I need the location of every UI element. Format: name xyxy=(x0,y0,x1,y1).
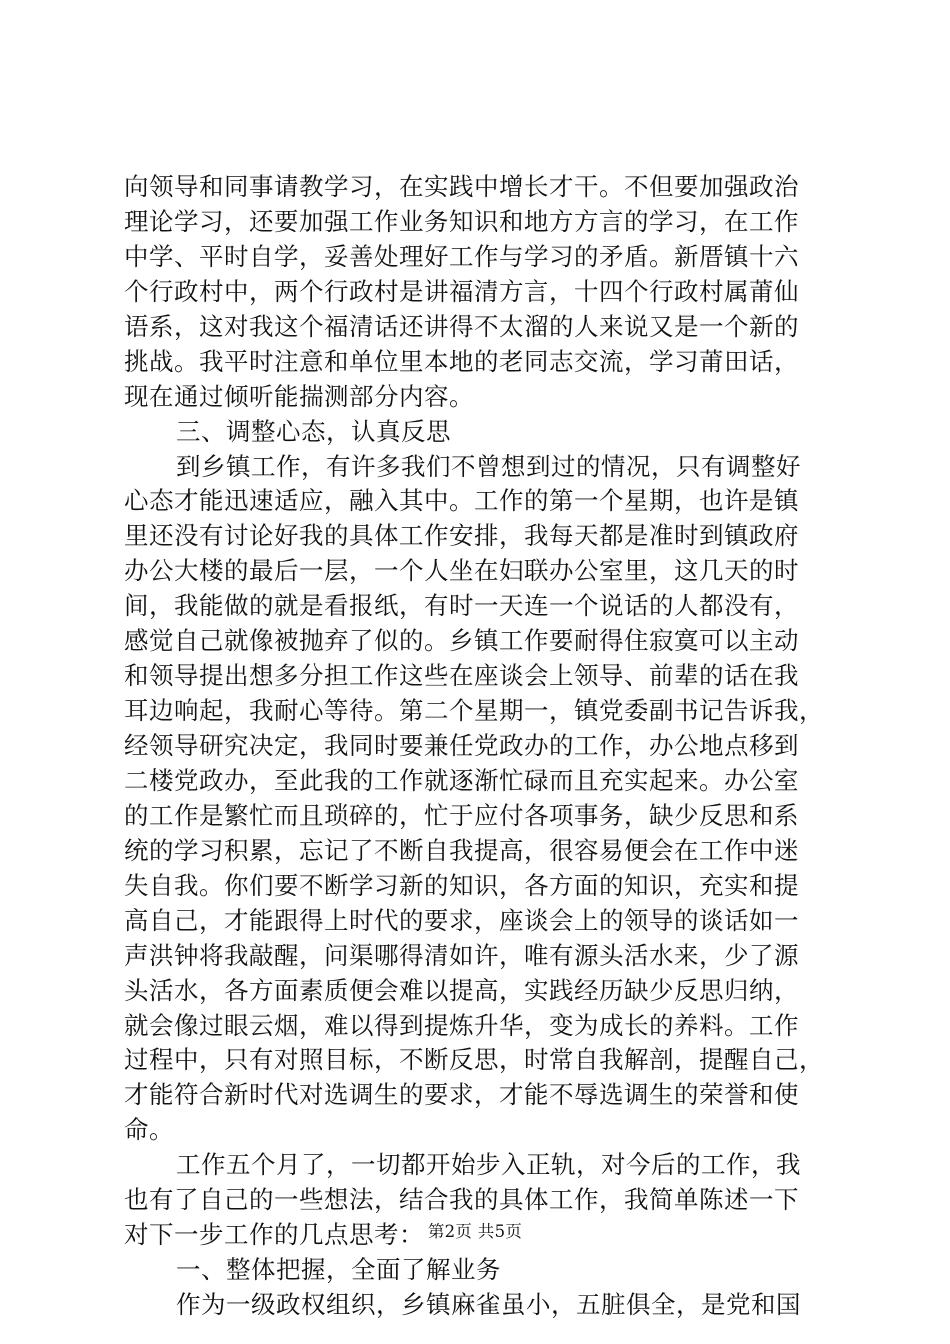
text-line: 就会像过眼云烟，难以得到提炼升华，变为成长的养料。工作 xyxy=(124,1010,799,1040)
section-heading: 一、整体把握，全面了解业务 xyxy=(176,1255,501,1285)
text-line: 个行政村中，两个行政村是讲福清方言，十四个行政村属莆仙 xyxy=(124,276,799,306)
paragraph-start-line: 工作五个月了，一切都开始步入正轨，对今后的工作，我 xyxy=(176,1150,801,1180)
text-line: 声洪钟将我敲醒，问渠哪得清如许，唯有源头活水来，少了源 xyxy=(124,940,799,970)
text-line: 也有了自己的一些想法，结合我的具体工作，我简单陈述一下 xyxy=(124,1185,799,1215)
section-heading: 三、调整心态，认真反思 xyxy=(176,416,451,446)
text-line: 头活水，各方面素质便会难以提高，实践经历缺少反思归纳， xyxy=(124,975,799,1005)
text-line: 二楼党政办，至此我的工作就逐渐忙碌而且充实起来。办公室 xyxy=(124,765,799,795)
body-text xyxy=(124,170,836,1323)
text-line: 感觉自己就像被抛弃了似的。乡镇工作要耐得住寂寞可以主动 xyxy=(124,626,799,656)
text-line: 统的学习积累，忘记了不断自我提高，很容易便会在工作中迷 xyxy=(124,835,799,865)
text-line: 失自我。你们要不断学习新的知识，各方面的知识，充实和提 xyxy=(124,870,799,900)
text-line: 现在通过倾听能揣测部分内容。 xyxy=(124,381,474,411)
text-line: 命。 xyxy=(124,1115,174,1145)
text-line: 中学、平时自学，妥善处理好工作与学习的矛盾。新厝镇十六 xyxy=(124,241,799,271)
text-line: 的工作是繁忙而且琐碎的，忙于应付各项事务，缺少反思和系 xyxy=(124,800,799,830)
text-line: 语系，这对我这个福清话还讲得不太溜的人来说又是一个新的 xyxy=(124,311,799,341)
text-line: 挑战。我平时注意和单位里本地的老同志交流，学习莆田话， xyxy=(124,346,799,376)
text-line: 间，我能做的就是看报纸，有时一天连一个说话的人都没有， xyxy=(124,591,799,621)
text-line: 心态才能迅速适应，融入其中。工作的第一个星期，也许是镇 xyxy=(124,486,799,516)
text-line: 过程中，只有对照目标，不断反思，时常自我解剖，提醒自己， xyxy=(124,1045,824,1075)
text-line: 向领导和同事请教学习，在实践中增长才干。不但要加强政治 xyxy=(124,172,799,201)
paragraph-start-line: 到乡镇工作，有许多我们不曾想到过的情况，只有调整好 xyxy=(176,451,801,481)
text-line: 理论学习，还要加强工作业务知识和地方方言的学习，在工作 xyxy=(124,206,799,236)
text-line: 才能符合新时代对选调生的要求，才能不辱选调生的荣誉和使 xyxy=(124,1080,799,1110)
page-number-footer: 第2页 共5页 xyxy=(427,1222,523,1241)
text-line: 对下一步工作的几点思考： xyxy=(124,1220,424,1250)
text-line: 高自己，才能跟得上时代的要求，座谈会上的领导的谈话如一 xyxy=(124,905,799,935)
text-line: 耳边响起，我耐心等待。第二个星期一，镇党委副书记告诉我， xyxy=(124,696,824,726)
paragraph-start-line: 作为一级政权组织，乡镇麻雀虽小，五脏俱全，是党和国 xyxy=(176,1290,801,1319)
text-line: 里还没有讨论好我的具体工作安排，我每天都是准时到镇政府 xyxy=(124,521,799,551)
text-line: 办公大楼的最后一层，一个人坐在妇联办公室里，这几天的时 xyxy=(124,556,799,586)
text-line: 和领导提出想多分担工作这些在座谈会上领导、前辈的话在我 xyxy=(124,661,799,691)
text-line: 经领导研究决定，我同时要兼任党政办的工作，办公地点移到 xyxy=(124,731,799,760)
